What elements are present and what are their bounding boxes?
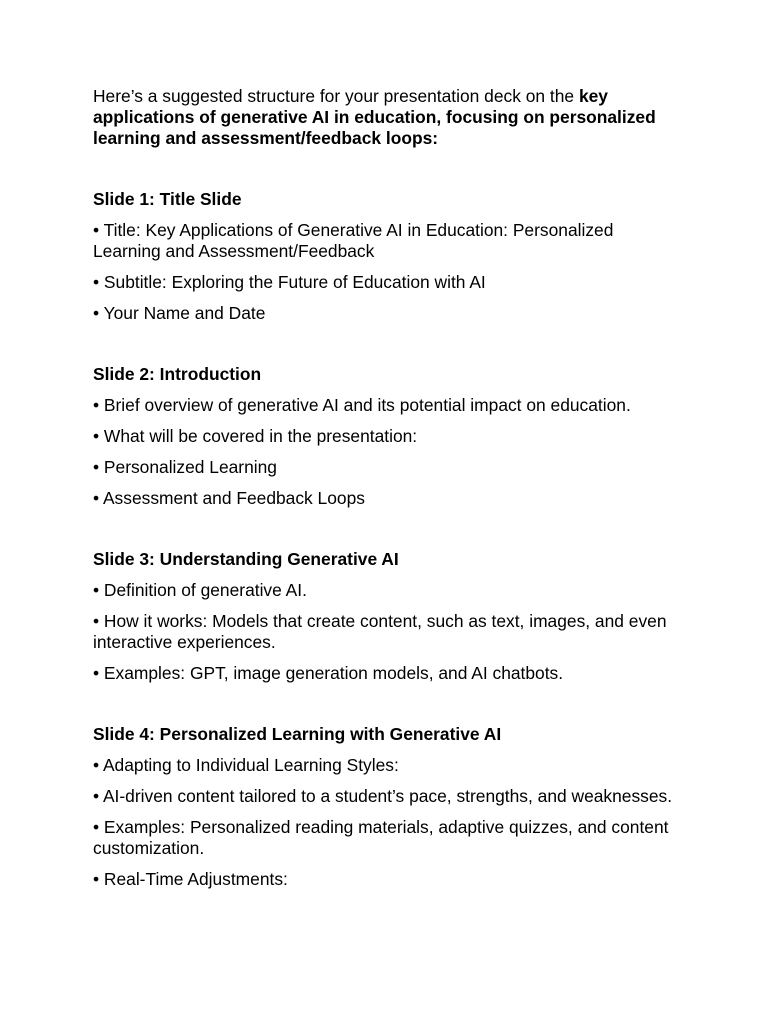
slide-4-bullet-3: • Examples: Personalized reading materials, adaptive quizzes, and content customization. [93, 817, 669, 858]
slide-4-heading: Slide 4: Personalized Learning with Generative AI [93, 724, 502, 744]
slide-1-bullet-3: • Your Name and Date [93, 303, 266, 323]
slide-2-bullet-4: • Assessment and Feedback Loops [93, 488, 365, 508]
slide-4-bullet-1: • Adapting to Individual Learning Styles: [93, 755, 399, 775]
slide-3-bullet-3: • Examples: GPT, image generation models, and AI chatbots. [93, 663, 564, 683]
slide-1-section [93, 189, 673, 324]
slide-3-heading: Slide 3: Understanding Generative AI [93, 549, 399, 569]
slide-3-bullet-1: • Definition of generative AI. [93, 580, 307, 600]
slide-3-section [93, 549, 673, 684]
slide-2-bullet-2: • What will be covered in the presentation: [93, 426, 418, 446]
slide-4-bullet-4: • Real-Time Adjustments: [93, 869, 288, 889]
slide-2-bullet-1: • Brief overview of generative AI and its potential impact on education. [93, 395, 631, 415]
slide-2-section [93, 364, 673, 509]
intro-paragraph [93, 86, 673, 149]
slide-4-section [93, 724, 673, 890]
document-page [93, 86, 673, 890]
slide-1-bullet-1: • Title: Key Applications of Generative AI in Education: Personalized Learning and Assessment/Feedback [93, 220, 614, 261]
intro-text: Here’s a suggested structure for your presentation deck on the [93, 86, 579, 106]
slide-2-heading: Slide 2: Introduction [93, 364, 262, 384]
slide-4-bullet-2: • AI-driven content tailored to a student’s pace, strengths, and weaknesses. [93, 786, 673, 806]
slide-2-bullet-3: • Personalized Learning [93, 457, 277, 477]
intro-bold-text: key applications of generative AI in education, focusing on personalized learning and assessment/feedback loops: [93, 86, 656, 148]
slide-3-bullet-2: • How it works: Models that create content, such as text, images, and even interactive experiences. [93, 611, 667, 652]
slide-1-heading: Slide 1: Title Slide [93, 189, 242, 209]
slide-1-bullet-2: • Subtitle: Exploring the Future of Education with AI [93, 272, 486, 292]
